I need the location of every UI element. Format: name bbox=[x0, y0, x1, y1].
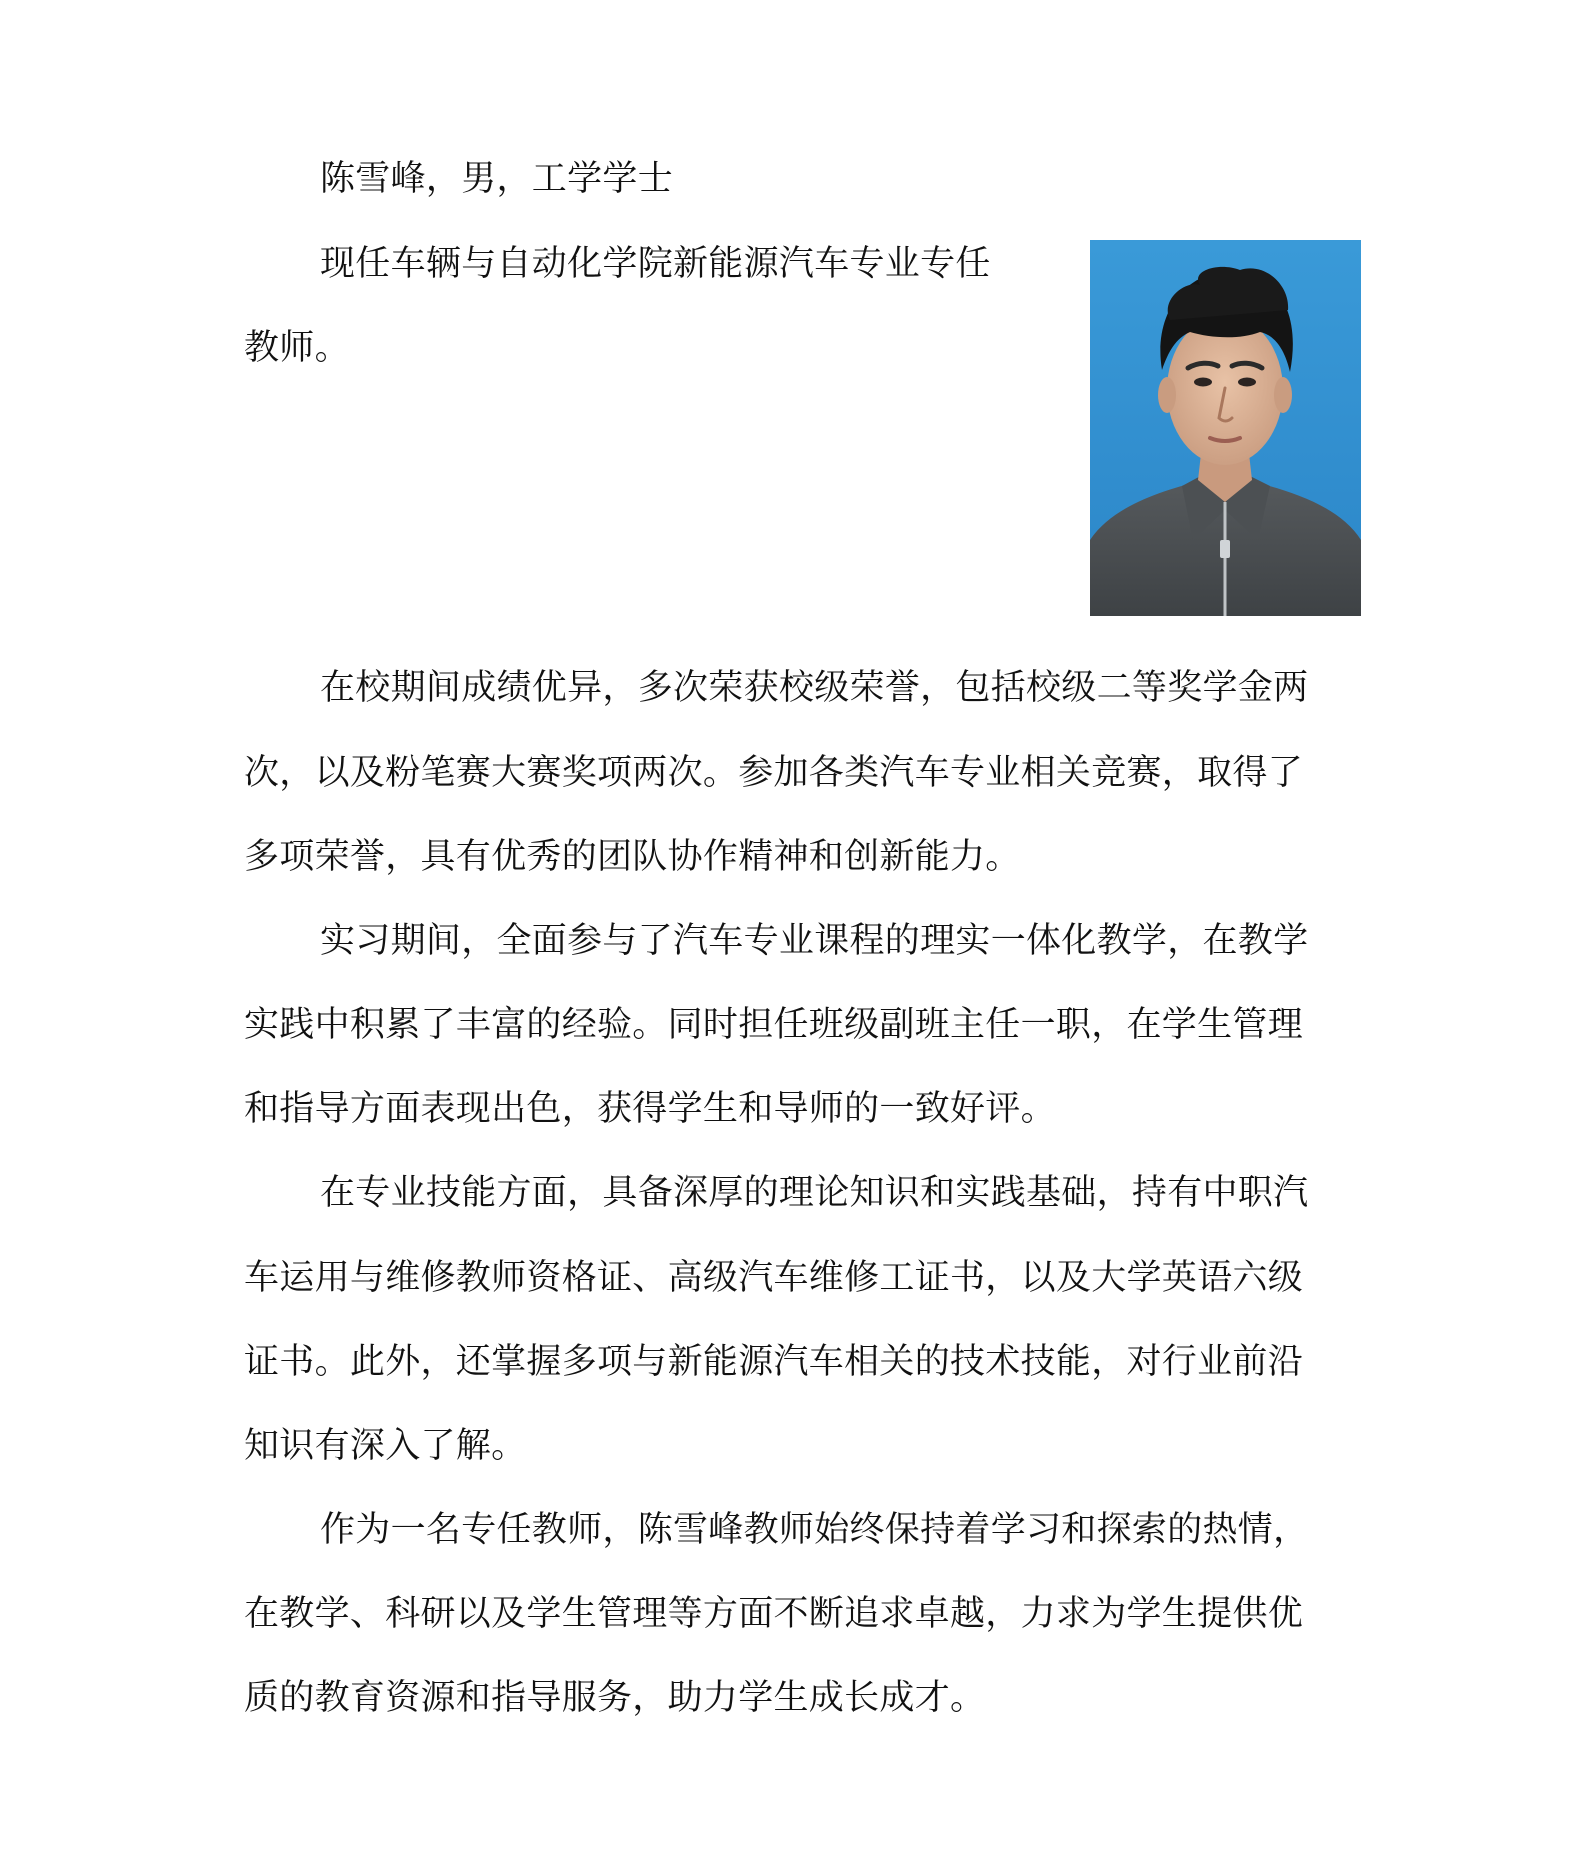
paragraph-2-line-1: 实习期间，全面参与了汽车专业课程的理实一体化教学，在教学 bbox=[320, 921, 1309, 961]
portrait-photo bbox=[1090, 240, 1361, 616]
paragraph-4-line-1: 作为一名专任教师，陈雪峰教师始终保持着学习和探索的热情， bbox=[320, 1510, 1309, 1550]
paragraph-1-line-2: 次，以及粉笔赛大赛奖项两次。参加各类汽车专业相关竞赛，取得了 bbox=[244, 753, 1304, 793]
position-line: 现任车辆与自动化学院新能源汽车专业专任 bbox=[320, 244, 991, 284]
name-line: 陈雪峰，男，工学学士 bbox=[320, 159, 674, 199]
paragraph-4-line-2: 在教学、科研以及学生管理等方面不断追求卓越，力求为学生提供优 bbox=[244, 1594, 1304, 1634]
paragraph-1-line-3: 多项荣誉，具有优秀的团队协作精神和创新能力。 bbox=[244, 837, 1021, 877]
paragraph-3-line-2: 车运用与维修教师资格证、高级汽车维修工证书，以及大学英语六级 bbox=[244, 1258, 1304, 1298]
paragraph-3-line-3: 证书。此外，还掌握多项与新能源汽车相关的技术技能，对行业前沿 bbox=[244, 1342, 1304, 1382]
paragraph-2-line-2: 实践中积累了丰富的经验。同时担任班级副班主任一职，在学生管理 bbox=[244, 1005, 1304, 1045]
portrait-photo-icon bbox=[1090, 240, 1361, 616]
paragraph-3-line-1: 在专业技能方面，具备深厚的理论知识和实践基础，持有中职汽 bbox=[320, 1173, 1309, 1213]
paragraph-2-line-3: 和指导方面表现出色，获得学生和导师的一致好评。 bbox=[244, 1089, 1056, 1129]
paragraph-3-line-4: 知识有深入了解。 bbox=[244, 1426, 527, 1466]
position-line-continued: 教师。 bbox=[244, 328, 350, 368]
paragraph-4-line-3: 质的教育资源和指导服务，助力学生成长成才。 bbox=[244, 1678, 986, 1718]
paragraph-1-line-1: 在校期间成绩优异，多次荣获校级荣誉，包括校级二等奖学金两 bbox=[320, 668, 1309, 708]
